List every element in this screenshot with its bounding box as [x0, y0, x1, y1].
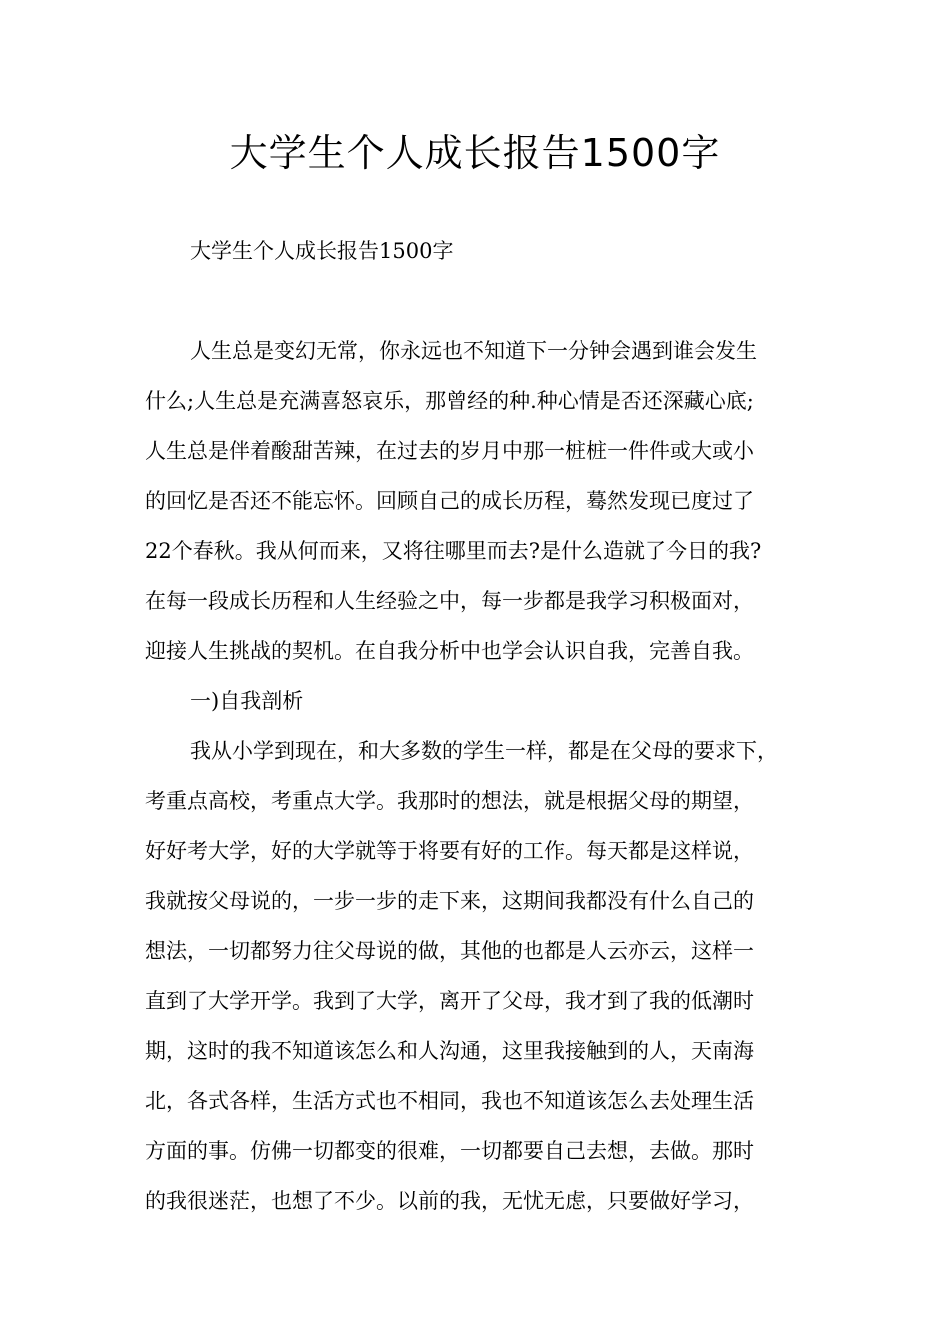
paragraph-line: 人生总是伴着酸甜苦辣，在过去的岁月中那一桩桩一件件或大或小	[145, 439, 754, 463]
section-heading: 一)自我剖析	[190, 689, 304, 713]
paragraph-line: 在每一段成长历程和人生经验之中，每一步都是我学习积极面对，	[145, 589, 754, 613]
paragraph-line: 我从小学到现在，和大多数的学生一样，都是在父母的要求下，	[190, 739, 778, 763]
paragraph-line: 的回忆是否还不能忘怀。回顾自己的成长历程，蓦然发现已度过了	[145, 489, 754, 513]
document-subtitle: 大学生个人成长报告1500字	[190, 239, 454, 263]
paragraph-line: 迎接人生挑战的契机。在自我分析中也学会认识自我，完善自我。	[145, 639, 754, 663]
paragraph-line: 想法，一切都努力往父母说的做，其他的也都是人云亦云，这样一	[145, 939, 754, 963]
paragraph-line: 好好考大学，好的大学就等于将要有好的工作。每天都是这样说，	[145, 839, 754, 863]
paragraph-line: 直到了大学开学。我到了大学，离开了父母，我才到了我的低潮时	[145, 989, 754, 1013]
paragraph-line: 我就按父母说的，一步一步的走下来，这期间我都没有什么自己的	[145, 889, 754, 913]
paragraph-line: 什么;人生总是充满喜怒哀乐，那曾经的种.种心情是否还深藏心底;	[145, 389, 754, 413]
paragraph-line: 期，这时的我不知道该怎么和人沟通，这里我接触到的人，天南海	[145, 1039, 754, 1063]
paragraph-line: 22个春秋。我从何而来，又将往哪里而去?是什么造就了今日的我?	[145, 539, 762, 563]
paragraph-line: 方面的事。仿佛一切都变的很难，一切都要自己去想，去做。那时	[145, 1139, 754, 1163]
paragraph-line: 考重点高校，考重点大学。我那时的想法，就是根据父母的期望，	[145, 789, 754, 813]
paragraph-line: 北，各式各样，生活方式也不相同，我也不知道该怎么去处理生活	[145, 1089, 754, 1113]
paragraph-line: 的我很迷茫，也想了不少。以前的我，无忧无虑，只要做好学习，	[145, 1189, 754, 1213]
document-title: 大学生个人成长报告1500字	[229, 131, 721, 175]
paragraph-line: 人生总是变幻无常，你永远也不知道下一分钟会遇到谁会发生	[190, 339, 757, 363]
